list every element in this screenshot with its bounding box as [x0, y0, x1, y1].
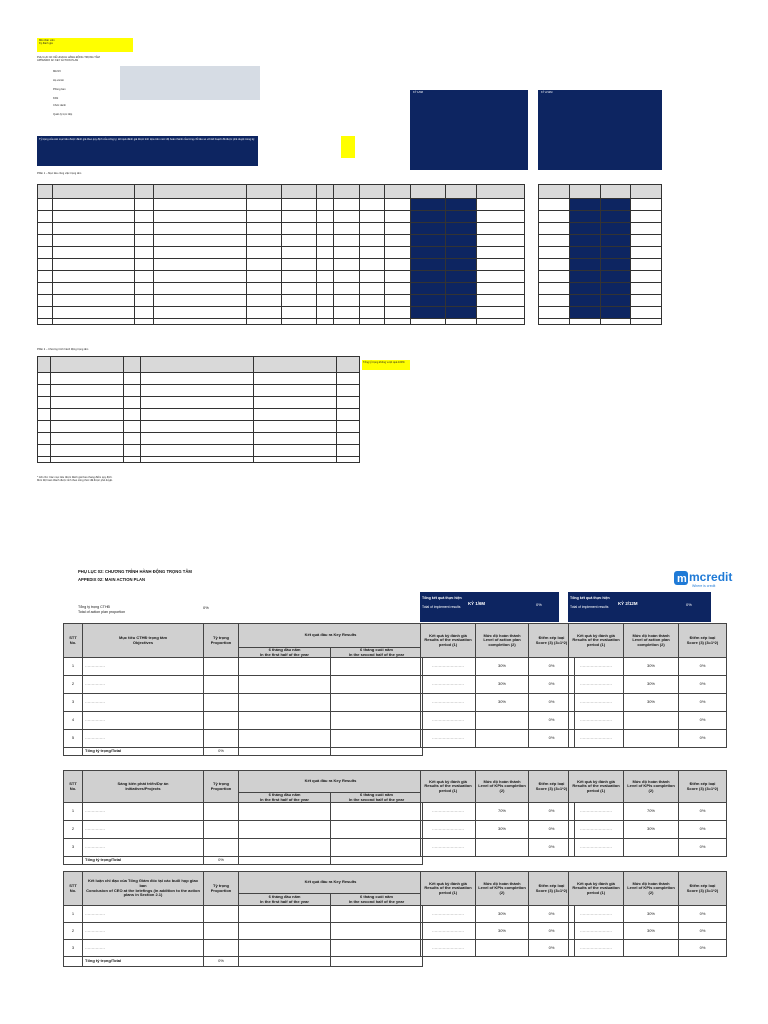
level-cell[interactable]: 30%: [624, 658, 679, 676]
level-cell[interactable]: 70%: [624, 803, 679, 821]
col-objective: [83, 624, 204, 658]
col-score-vi: Điểm xếp loại: [538, 634, 565, 640]
initiatives-period-1-table: [420, 770, 575, 857]
col-h1-en: In the first half of the year: [260, 651, 309, 657]
col-level-vi: Mức độ hoàn thành: [483, 778, 521, 784]
col-level-vi: Mức độ hoàn thành: [632, 632, 670, 638]
score-cell: 0%: [529, 694, 575, 712]
level-cell[interactable]: 30%: [624, 923, 679, 940]
row-text[interactable]: ……………: [83, 923, 204, 940]
eval-cell[interactable]: ……………………: [421, 839, 476, 857]
level-cell[interactable]: [624, 730, 679, 748]
col-eval: [421, 872, 476, 906]
level-cell[interactable]: 30%: [624, 676, 679, 694]
col-eval-vi: Kết quả kỳ đánh giá: [429, 880, 467, 886]
col-h2: [331, 793, 423, 803]
table-row[interactable]: [64, 940, 423, 957]
info-label: Khối: [53, 97, 59, 100]
ceo-conclusion-period-2-table: [568, 871, 727, 957]
footnotes: [37, 476, 437, 482]
info-label: Quản lý trực tiếp: [53, 113, 73, 116]
col-level: [476, 624, 529, 658]
col-level: [624, 771, 679, 803]
eval-cell[interactable]: ……………………: [421, 906, 476, 923]
score-cell: 0%: [529, 730, 575, 748]
row-text[interactable]: ……………: [83, 803, 204, 821]
logo-tagline: Where is credit: [692, 584, 716, 588]
col-score: [679, 872, 727, 906]
col-h2: [331, 894, 423, 906]
col-level-en: Level of KPIs completion (2): [478, 885, 526, 895]
col-proportion: [204, 872, 239, 906]
score-cell: 0%: [529, 712, 575, 730]
col-initiative-en: Initiatives/Projects: [125, 785, 161, 791]
total-value: 0%: [204, 857, 239, 865]
col-eval-en: Results of the evaluation period (1): [424, 637, 472, 647]
total-row: [64, 857, 423, 865]
col-eval-en: Results of the evaluation period (1): [572, 637, 620, 647]
score-cell: 0%: [679, 803, 727, 821]
period-1-label-en: Total of implement results: [422, 605, 461, 609]
eval-cell[interactable]: ……………………: [421, 803, 476, 821]
table-row[interactable]: [64, 676, 423, 694]
row-no: 3: [64, 694, 83, 712]
col-proportion-en: Proportion: [210, 639, 232, 645]
total-label: Tổng tỷ trọng/Total: [83, 748, 204, 756]
appendix-title: [78, 569, 192, 583]
col-score-en: Score (3) (3=1*2): [686, 785, 719, 791]
row-text[interactable]: ……………: [83, 906, 204, 923]
col-h1: [239, 894, 331, 906]
score-cell: 0%: [529, 803, 575, 821]
col-proportion-vi: Tỷ trọng: [213, 781, 229, 786]
col-score: [679, 624, 727, 658]
col-level-vi: Mức độ hoàn thành: [632, 778, 670, 784]
score-cell: 0%: [679, 821, 727, 839]
score-cell: 0%: [529, 821, 575, 839]
col-level-en: Level of KPIs completion (2): [627, 783, 675, 793]
col-stt: STT No.: [64, 771, 83, 803]
eval-cell[interactable]: ……………………: [569, 821, 624, 839]
col-h2-vi: 6 tháng cuối năm: [360, 893, 393, 899]
col-conclusion: [83, 872, 204, 906]
col-proportion-vi: Tỷ trọng: [213, 882, 229, 888]
info-label: Chức danh: [53, 104, 66, 107]
table-row[interactable]: [64, 658, 423, 676]
col-stt: STT No.: [64, 624, 83, 658]
period-1-name: KỲ 1/6M: [468, 601, 486, 606]
ceo-conclusion-table: [63, 871, 423, 967]
row-text[interactable]: ……………: [83, 676, 204, 694]
col-proportion: [204, 624, 239, 658]
total-label: Tổng tỷ trọng/Total: [83, 957, 204, 967]
col-h1: [239, 793, 331, 803]
col-stt: STT No.: [64, 872, 83, 906]
col-level: [624, 872, 679, 906]
intro-text: [37, 56, 287, 62]
period-2-label-en: Total of implement results: [570, 605, 609, 609]
col-score-en: Score (3) (3=1*2): [686, 887, 719, 893]
row-text[interactable]: ……………: [83, 658, 204, 676]
col-h2-vi: 6 tháng cuối năm: [360, 647, 393, 652]
summary-value: 0%: [203, 605, 209, 610]
col-eval: [569, 872, 624, 906]
col-score-en: Score (3) (3=1*2): [535, 785, 568, 791]
score-cell: 0%: [679, 730, 727, 748]
info-label: Họ và tên: [53, 79, 65, 82]
col-eval: [569, 771, 624, 803]
table-row[interactable]: [64, 821, 423, 839]
side-summary-title: KỲ 1/6M: [413, 91, 423, 94]
level-cell[interactable]: [476, 730, 529, 748]
row-text[interactable]: ……………: [83, 940, 204, 957]
score-cell: 0%: [679, 658, 727, 676]
guideline-note: [37, 136, 258, 166]
col-conclusion-vi: Kết luận chỉ đạo của Tổng Giám đốc tại các buổi họp giao ban: [87, 878, 198, 888]
level-cell[interactable]: [476, 712, 529, 730]
row-no: 1: [64, 906, 83, 923]
level-cell[interactable]: 30%: [476, 676, 529, 694]
col-level-en: Level of action plan completion (2): [483, 637, 521, 647]
col-level-vi: Mức độ hoàn thành: [483, 880, 521, 886]
eval-cell[interactable]: ……………………: [569, 923, 624, 940]
level-cell[interactable]: [624, 940, 679, 957]
objectives-period-1-table: [420, 623, 575, 748]
level-cell[interactable]: 30%: [476, 821, 529, 839]
info-label: Phòng ban: [53, 88, 66, 91]
total-row: [64, 957, 423, 967]
col-level: [624, 624, 679, 658]
intro-line-1: PHỤ LỤC 02: KẾ HOẠCH HÀNH ĐỘNG TRỌNG TÂM: [37, 56, 100, 59]
side-summary-title: KỲ 2/12M: [541, 91, 553, 94]
score-cell: 0%: [529, 676, 575, 694]
score-cell: 0%: [529, 923, 575, 940]
col-h2-en: In the second half of the year: [348, 898, 405, 904]
level-cell[interactable]: [624, 712, 679, 730]
section-2-title: Phần 2 – Chương trình hành động trọng tâm: [37, 348, 89, 351]
col-expected: Kết quả đầu ra Key Results: [239, 771, 423, 793]
level-cell[interactable]: 30%: [476, 658, 529, 676]
col-proportion-en: Proportion: [210, 887, 232, 893]
col-eval-vi: Kết quả kỳ đánh giá: [577, 632, 615, 638]
level-cell[interactable]: 30%: [476, 923, 529, 940]
page-title-vi: PHỤ LỤC 02: CHƯƠNG TRÌNH HÀNH ĐỘNG TRỌNG TÂM: [78, 569, 192, 574]
eval-cell[interactable]: ……………………: [421, 694, 476, 712]
score-cell: 0%: [679, 940, 727, 957]
col-h1: [239, 648, 331, 658]
side-summary-period-1: [410, 90, 528, 170]
col-eval-vi: Kết quả kỳ đánh giá: [577, 778, 615, 784]
objectives-table: [63, 623, 423, 756]
key-objectives-side-table: [538, 184, 662, 325]
col-score-vi: Điểm xếp loại: [689, 780, 716, 786]
score-cell: 0%: [679, 906, 727, 923]
col-expected: Kết quả đầu ra Key Results: [239, 624, 423, 648]
col-eval-en: Results of the evaluation period (1): [572, 783, 620, 793]
col-h1-vi: 6 tháng đầu năm: [268, 893, 301, 899]
col-eval-vi: Kết quả kỳ đánh giá: [577, 880, 615, 886]
level-cell[interactable]: 30%: [624, 694, 679, 712]
info-labels-2: [53, 104, 123, 122]
col-h2-vi: 6 tháng cuối năm: [360, 792, 393, 797]
yellow-label-1: Mã nhân viên: [39, 39, 55, 42]
proportion-warning-text: Tổng tỷ trọng không vượt quá 100%: [363, 361, 405, 364]
col-score-vi: Điểm xếp loại: [538, 882, 565, 888]
table-row[interactable]: [64, 712, 423, 730]
score-cell: 0%: [679, 694, 727, 712]
mcredit-logo: [672, 567, 768, 593]
yellow-label-2: Kỳ đánh giá: [39, 42, 53, 45]
table-row[interactable]: [64, 803, 423, 821]
col-initiative: [83, 771, 204, 803]
score-cell: 0%: [679, 839, 727, 857]
score-cell: 0%: [529, 940, 575, 957]
table-row[interactable]: [64, 730, 423, 748]
eval-cell[interactable]: ……………………: [421, 923, 476, 940]
col-proportion-vi: Tỷ trọng: [213, 635, 229, 640]
score-cell: 0%: [679, 923, 727, 940]
col-level-en: Level of action plan completion (2): [632, 637, 670, 647]
row-no: 2: [64, 821, 83, 839]
col-score-vi: Điểm xếp loại: [538, 780, 565, 786]
total-value: 0%: [204, 748, 239, 756]
period-2-label: Tổng kết quả thực hiện: [570, 596, 610, 600]
eval-cell[interactable]: ……………………: [569, 730, 624, 748]
level-cell[interactable]: 30%: [624, 906, 679, 923]
footnote: * Ghi chú: Các mục tiêu được đánh giá theo thang điểm quy định.: [37, 476, 113, 479]
col-score-en: Score (3) (3=1*2): [535, 887, 568, 893]
row-text[interactable]: ……………: [83, 694, 204, 712]
row-no: 5: [64, 730, 83, 748]
period-1-value: 0%: [536, 602, 542, 607]
col-h2: [331, 648, 423, 658]
col-level-en: Level of KPIs completion (2): [627, 885, 675, 895]
col-score-vi: Điểm xếp loại: [689, 882, 716, 888]
level-cell[interactable]: 30%: [476, 694, 529, 712]
col-eval-en: Results of the evaluation period (1): [572, 885, 620, 895]
col-level: [476, 771, 529, 803]
level-cell[interactable]: [624, 839, 679, 857]
side-summary-period-2: [538, 90, 662, 170]
score-cell: 0%: [529, 906, 575, 923]
level-cell[interactable]: 70%: [476, 803, 529, 821]
table-row[interactable]: [64, 694, 423, 712]
eval-cell[interactable]: ……………………: [421, 712, 476, 730]
col-h2-en: In the second half of the year: [348, 651, 405, 657]
period-2-name: KỲ 2/12M: [618, 601, 638, 606]
period-1-label: Tổng kết quả thực hiện: [422, 596, 462, 600]
col-level-vi: Mức độ hoàn thành: [632, 880, 670, 886]
col-score: [679, 771, 727, 803]
col-score-en: Score (3) (3=1*2): [686, 639, 719, 645]
col-objective-en: Objectives: [132, 639, 154, 645]
employee-info-highlight: [37, 38, 133, 52]
col-eval-en: Results of the evaluation period (1): [424, 885, 472, 895]
action-plan-proportion-summary: [78, 605, 125, 615]
eval-cell[interactable]: ……………………: [569, 803, 624, 821]
eval-cell[interactable]: ……………………: [421, 658, 476, 676]
col-h1-en: In the first half of the year: [260, 796, 309, 802]
initiatives-table: [63, 770, 423, 865]
table-row[interactable]: [64, 923, 423, 940]
footnote: Mức độ hoàn thành được tính theo công thức đã được phê duyệt.: [37, 479, 113, 482]
row-text[interactable]: ……………: [83, 712, 204, 730]
period-1-header: [420, 592, 559, 622]
eval-cell[interactable]: ……………………: [421, 730, 476, 748]
proportion-highlight: [341, 136, 355, 158]
col-eval-en: Results of the evaluation period (1): [424, 783, 472, 793]
col-proportion-en: Proportion: [210, 785, 232, 791]
row-no: 1: [64, 803, 83, 821]
row-text[interactable]: ……………: [83, 839, 204, 857]
intro-line-2: APPENDIX 02: KEY ACTION PLAN: [37, 59, 79, 62]
guideline-note-text: Tỷ trọng của các mục tiêu được đánh giá theo quy định của công ty; kết quả đánh giá được tính dựa trên mức độ hoàn thành của từng chỉ tiêu so với kế hoạch đã được phê duyệt trong kỳ.: [39, 138, 256, 141]
total-row: [64, 748, 423, 756]
level-cell[interactable]: 30%: [624, 821, 679, 839]
eval-cell[interactable]: ……………………: [569, 839, 624, 857]
col-h1-vi: 6 tháng đầu năm: [268, 792, 301, 797]
score-cell: 0%: [529, 839, 575, 857]
eval-cell[interactable]: ……………………: [569, 658, 624, 676]
col-score-en: Score (3) (3=1*2): [535, 639, 568, 645]
info-labels: [53, 70, 123, 106]
row-text[interactable]: ……………: [83, 821, 204, 839]
total-value: 0%: [204, 957, 239, 967]
action-program-table: [37, 356, 360, 463]
col-objective-vi: Mục tiêu CTHĐ trọng tâm: [119, 635, 167, 640]
level-cell[interactable]: 30%: [476, 906, 529, 923]
table-row[interactable]: [64, 906, 423, 923]
total-label: Tổng tỷ trọng/Total: [83, 857, 204, 865]
page-title-en: APPEDIX 02: MAIN ACTION PLAN: [78, 577, 146, 582]
eval-cell[interactable]: ……………………: [421, 821, 476, 839]
score-cell: 0%: [679, 712, 727, 730]
row-text[interactable]: ……………: [83, 730, 204, 748]
col-eval: [421, 771, 476, 803]
col-h2-en: In the second half of the year: [348, 796, 405, 802]
col-proportion: [204, 771, 239, 803]
col-eval-vi: Kết quả kỳ đánh giá: [429, 778, 467, 784]
level-cell[interactable]: [476, 940, 529, 957]
eval-cell[interactable]: ……………………: [569, 712, 624, 730]
svg-text:m: m: [677, 573, 687, 585]
proportion-warning: [362, 360, 410, 370]
ceo-conclusion-period-1-table: [420, 871, 575, 957]
initiatives-period-2-table: [568, 770, 727, 857]
section-1-title: Phần 1 – Mục tiêu công việc trọng tâm: [37, 172, 82, 175]
summary-label-vi: Tổng tỷ trọng CTHĐ: [78, 605, 111, 609]
score-cell: 0%: [529, 658, 575, 676]
key-objectives-table: [37, 184, 525, 325]
col-expected: Kết quả đầu ra Key Results: [239, 872, 423, 894]
eval-cell[interactable]: ……………………: [569, 694, 624, 712]
col-score-vi: Điểm xếp loại: [689, 634, 716, 640]
col-eval: [569, 624, 624, 658]
col-conclusion-en: Conclusion of CEO at the briefings (in addition to the action plans in Section 2.1): [86, 887, 200, 898]
objectives-period-2-table: [568, 623, 727, 748]
row-no: 2: [64, 923, 83, 940]
col-eval: [421, 624, 476, 658]
col-level-vi: Mức độ hoàn thành: [483, 632, 521, 638]
col-level-en: Level of KPIs completion (2): [478, 783, 526, 793]
logo-text: mcredit: [689, 570, 733, 584]
eval-cell[interactable]: ……………………: [569, 676, 624, 694]
eval-cell[interactable]: ……………………: [569, 906, 624, 923]
eval-cell[interactable]: ……………………: [569, 940, 624, 957]
info-label: Mã NV: [53, 70, 61, 73]
col-level: [476, 872, 529, 906]
col-h1-en: In the first half of the year: [260, 898, 309, 904]
row-no: 3: [64, 940, 83, 957]
eval-cell[interactable]: ……………………: [421, 940, 476, 957]
eval-cell[interactable]: ……………………: [421, 676, 476, 694]
period-2-value: 0%: [686, 602, 692, 607]
row-no: 4: [64, 712, 83, 730]
level-cell[interactable]: [476, 839, 529, 857]
summary-label-en: Total of action plan proportion: [78, 610, 126, 614]
row-no: 2: [64, 676, 83, 694]
score-cell: 0%: [679, 676, 727, 694]
col-eval-vi: Kết quả kỳ đánh giá: [429, 632, 467, 638]
info-value-box[interactable]: [120, 66, 260, 100]
period-2-header: [568, 592, 711, 622]
row-no: 3: [64, 839, 83, 857]
row-no: 1: [64, 658, 83, 676]
col-h1-vi: 6 tháng đầu năm: [268, 647, 301, 652]
table-row[interactable]: [64, 839, 423, 857]
col-initiative-vi: Sáng kiến phát triển/Dự án: [117, 781, 169, 786]
